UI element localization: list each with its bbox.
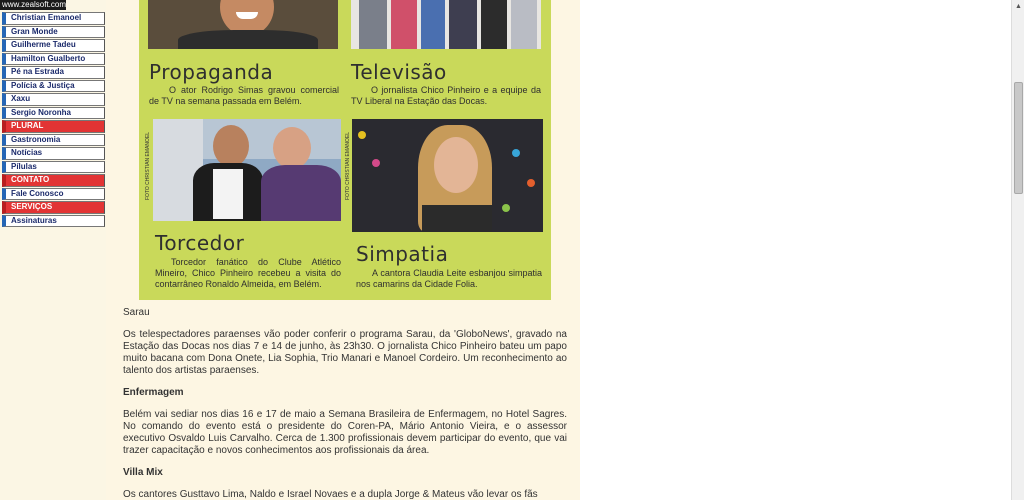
caption-title-simpatia: Simpatia <box>356 242 449 266</box>
nav-item-gastronomia[interactable]: Gastronomia <box>2 134 105 147</box>
nav-item-guilherme-tadeu[interactable]: Guilherme Tadeu <box>2 39 105 52</box>
photo-propaganda <box>148 0 338 49</box>
nav-item-sergio-noronha[interactable]: Sergio Noronha <box>2 107 105 120</box>
nav-section-servicos[interactable]: SERVIÇOS <box>2 201 105 214</box>
caption-title-televisao: Televisão <box>351 60 447 84</box>
photo-simpatia <box>352 119 543 232</box>
paragraph-sarau: Os telespectadores paraenses vão poder conferir o programa Sarau, da 'GloboNews', gravado na Estação das Docas nos dias 7 e 14 de junho, às 23h30. O jornalista Chico Pinheiro bateu um papo muito bacana com Dona Onete, Lia Sophia, Trio Manari e Manoel Cordeiro. Um reconhecimento ao talento dos artistas paraenses. <box>123 329 567 376</box>
section-title-villa-mix: Villa Mix <box>123 467 163 478</box>
caption-text-simpatia: A cantora Claudia Leite esbanjou simpatia nos camarins da Cidade Folia. <box>356 268 542 289</box>
nav-section-plural[interactable]: PLURAL <box>2 120 105 133</box>
article-body <box>123 307 567 501</box>
photo-torcedor <box>153 119 341 221</box>
nav-item-hamilton-gualberto[interactable]: Hamilton Gualberto <box>2 53 105 66</box>
caption-text-propaganda: O ator Rodrigo Simas gravou comercial de TV na semana passada em Belém. <box>149 85 339 106</box>
nav-item-xaxu[interactable]: Xaxu <box>2 93 105 106</box>
magazine-page-image <box>139 0 551 300</box>
nav-item-christian-emanoel[interactable]: Christian Emanoel <box>2 12 105 25</box>
scroll-up-arrow-icon[interactable]: ▲ <box>1015 3 1022 10</box>
nav-item-assinaturas[interactable]: Assinaturas <box>2 215 105 228</box>
scrollbar-thumb[interactable] <box>1014 82 1023 194</box>
caption-text-torcedor: Torcedor fanático do Clube Atlético Mineiro, Chico Pinheiro recebeu a visita do contarrâneo Ronaldo Almeida, em Belém. <box>155 257 341 289</box>
photo-credit-torcedor: FOTO CHRISTIAN EMANOEL <box>145 132 151 200</box>
vertical-scrollbar[interactable] <box>1011 0 1024 500</box>
photo-credit-simpatia: FOTO CHRISTIAN EMANOEL <box>345 132 351 200</box>
section-title-sarau: Sarau <box>123 307 150 318</box>
nav-item-noticias[interactable]: Notícias <box>2 147 105 160</box>
sidebar-nav <box>2 12 105 228</box>
section-title-enfermagem: Enfermagem <box>123 387 184 398</box>
caption-title-propaganda: Propaganda <box>149 60 274 84</box>
paragraph-villa-mix: Os cantores Gusttavo Lima, Naldo e Israel Novaes e a dupla Jorge & Mateus vão levar os fãs <box>123 489 538 500</box>
nav-item-fale-conosco[interactable]: Fale Conosco <box>2 188 105 201</box>
caption-text-televisao: O jornalista Chico Pinheiro e a equipe da TV Liberal na Estação das Docas. <box>351 85 541 106</box>
nav-item-gran-monde[interactable]: Gran Monde <box>2 26 105 39</box>
site-watermark: www.zealsoft.com <box>2 0 67 9</box>
nav-section-contato[interactable]: CONTATO <box>2 174 105 187</box>
caption-title-torcedor: Torcedor <box>155 231 245 255</box>
photo-televisao <box>351 0 541 49</box>
nav-item-pilulas[interactable]: Pílulas <box>2 161 105 174</box>
nav-item-policia-justica[interactable]: Polícia & Justiça <box>2 80 105 93</box>
nav-item-pe-na-estrada[interactable]: Pé na Estrada <box>2 66 105 79</box>
paragraph-enfermagem: Belém vai sediar nos dias 16 e 17 de maio a Semana Brasileira de Enfermagem, no Hotel Sagres. No comando do evento está o presidente do Coren-PA, Mário Antonio Vieira, e o assessor executivo Osvaldo Luis Carvalho. Cerca de 1.300 profissionais devem participar do evento, que vai trazer capacitação e novos conhecimentos aos profissionais da área. <box>123 409 567 456</box>
